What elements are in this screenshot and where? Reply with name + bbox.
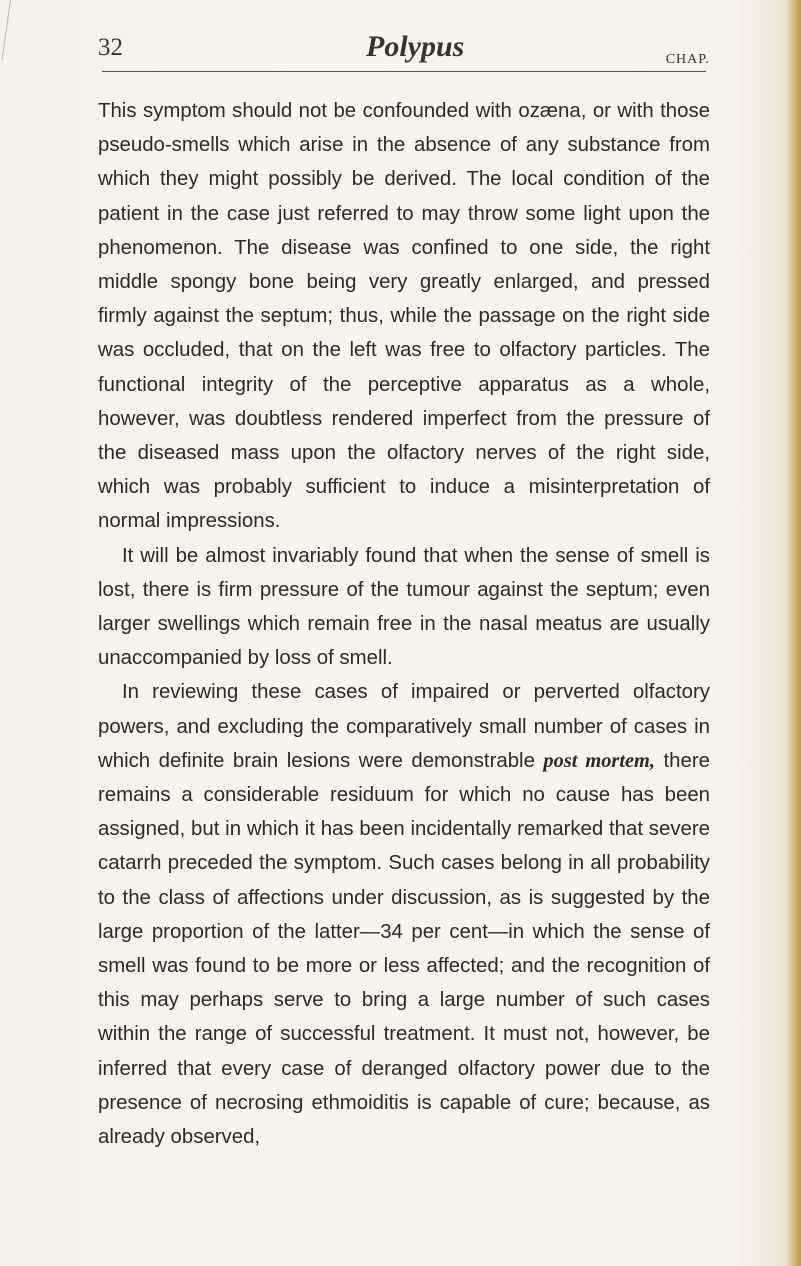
paragraph-3-part-1: In reviewing these cases of impaired or perverted olfactory powers, and excluding the comparatively small number of cases in which definite brain lesions were demonstrable: [98, 681, 710, 772]
paragraph-3-part-2: there remains a considerable residuum for which no cause has been assigned, but in which it has been incidentally remarked that severe catarrh preceded the symptom. Such cases belong in all probability to the class of affections under discussion, as is suggested by the large proportion of the latter—34 per cent—in which the sense of smell was found to be more or less affected; and the recognition of this may perhaps serve to bring a large number of such cases within the range of successful treatment. It must not, however, be inferred that every case of deranged olfactory power due to the presence of necrosing ethmoiditis is capable of cure; because, as already observed,: [98, 749, 710, 1149]
chapter-label: CHAP.: [665, 52, 710, 67]
page-fore-edge: [787, 0, 801, 1266]
body-text: [98, 94, 710, 1154]
running-title: Polypus: [366, 30, 465, 63]
page-number: 32: [98, 34, 123, 61]
paragraph-2: It will be almost invariably found that when the sense of smell is lost, there is firm pressure of the tumour against the septum; even larger swellings which remain free in the nasal meatus are usually unaccompanied by loss of smell.: [98, 544, 710, 670]
page-edge-mark: [0, 0, 11, 60]
header-rule: [102, 71, 706, 72]
paragraph-1: This symptom should not be confounded with ozæna, or with those pseudo-smells which arise in the absence of any substance from which they might possibly be derived. The local condition of the patient in the case just referred to may throw some light upon the phenomenon. The disease was confined to one side, the right middle spongy bone being very greatly enlarged, and pressed firmly against the septum; thus, while the passage on the right side was occluded, that on the left was free to olfactory particles. The functional integrity of the perceptive apparatus as a whole, however, was doubtless rendered imperfect from the pressure of the diseased mass upon the olfactory nerves of the right side, which was probably sufficient to induce a misinterpretation of normal impressions.: [98, 100, 710, 533]
paragraph-3: [98, 675, 710, 1154]
page-header: [98, 30, 710, 74]
italic-phrase: post mortem,: [543, 749, 656, 772]
